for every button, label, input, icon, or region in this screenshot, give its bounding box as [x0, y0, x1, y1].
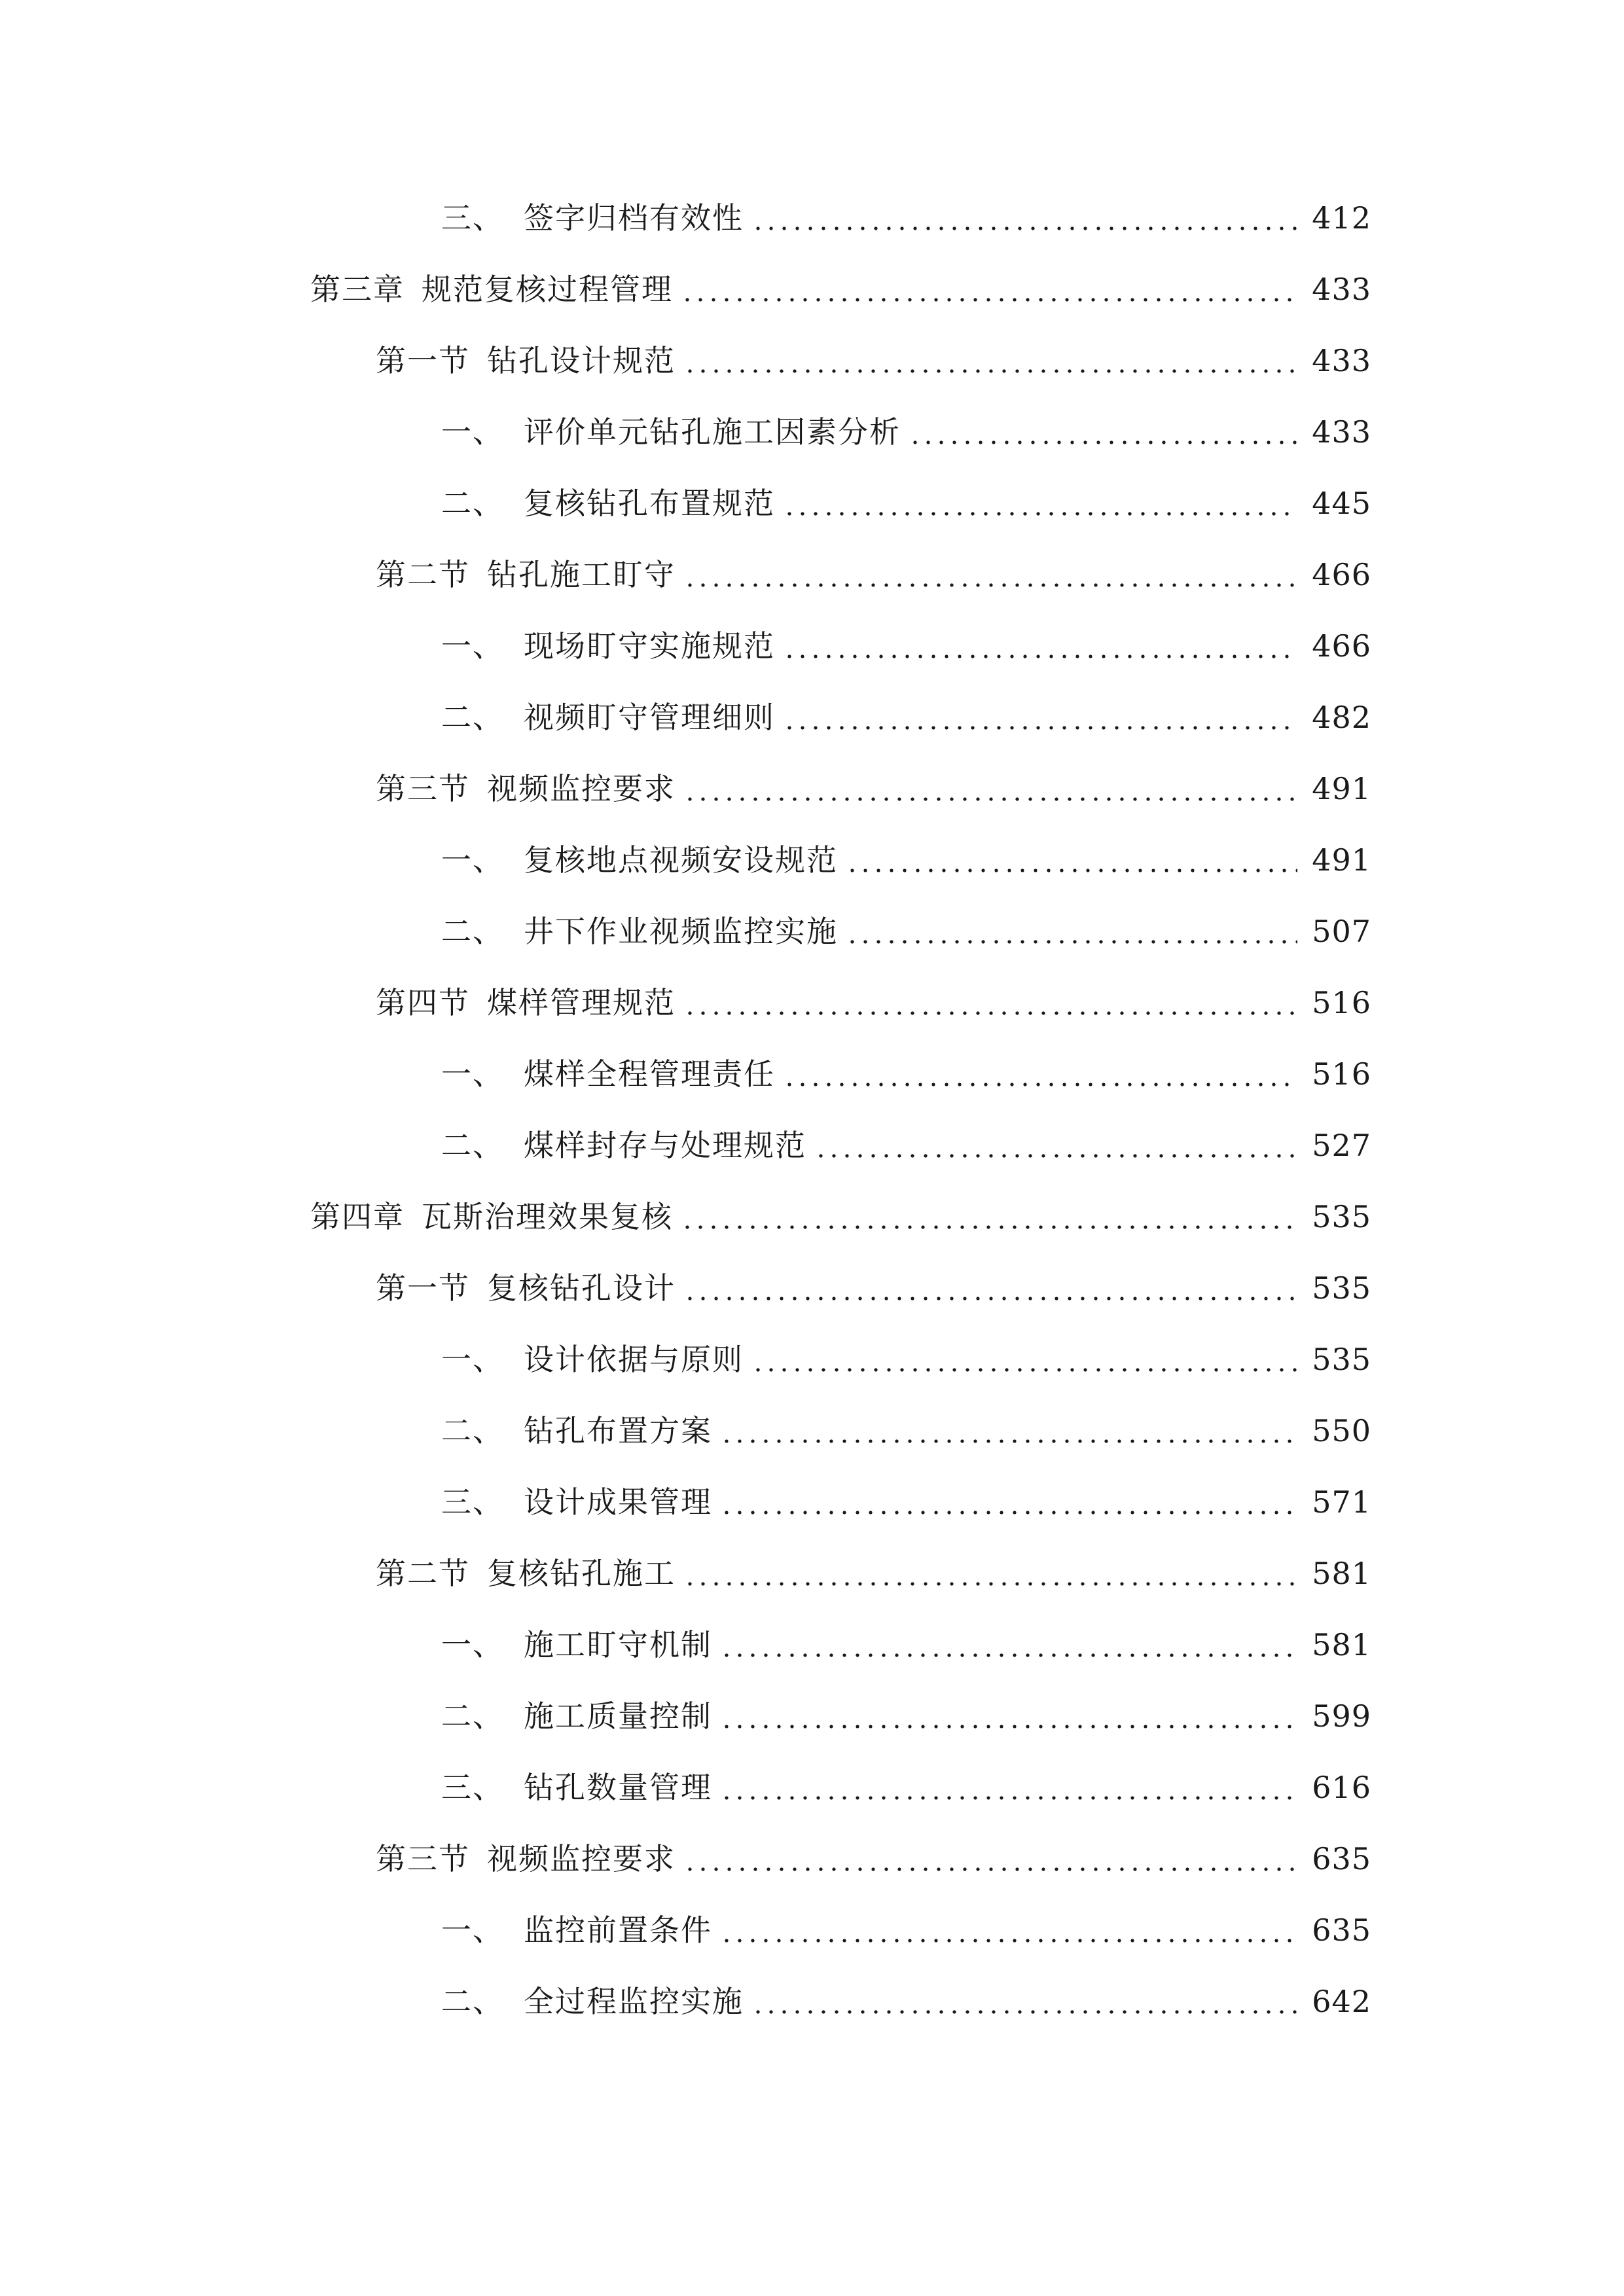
toc-entry-title: 复核钻孔布置规范 — [524, 486, 775, 521]
toc-section[interactable] — [376, 1262, 1371, 1314]
dot-leader — [783, 477, 1297, 529]
toc-entry-number: 二、 — [441, 1128, 504, 1163]
toc-entry-number: 一、 — [441, 1912, 504, 1948]
toc-entry-number: 第四章 — [310, 1199, 405, 1234]
toc-chapter[interactable] — [310, 1191, 1371, 1243]
dot-leader — [720, 1690, 1297, 1742]
toc-entry-number: 一、 — [441, 628, 504, 664]
toc-entry-title: 签字归档有效性 — [524, 200, 744, 236]
toc-entry[interactable] — [441, 1619, 1371, 1671]
dot-leader — [683, 1262, 1297, 1314]
dot-leader — [720, 1405, 1297, 1457]
toc-entry-title: 视频监控要求 — [487, 1841, 676, 1876]
toc-entry-title: 复核地点视频安设规范 — [524, 842, 838, 878]
dot-leader — [783, 691, 1297, 744]
toc-entry-number: 第三章 — [310, 272, 405, 307]
toc-entry-page: 516 — [1312, 985, 1371, 1020]
dot-leader — [846, 834, 1297, 886]
toc-entry-number: 三、 — [441, 1484, 504, 1520]
toc-section[interactable] — [376, 1547, 1371, 1600]
toc-entry[interactable] — [441, 1975, 1371, 2028]
toc-entry-title: 煤样封存与处理规范 — [524, 1128, 806, 1163]
toc-entry-page: 535 — [1312, 1199, 1371, 1234]
toc-entry-number: 第四节 — [376, 985, 470, 1020]
toc-entry-page: 642 — [1312, 1984, 1371, 2019]
toc-entry-number: 第三节 — [376, 1841, 470, 1876]
toc-entry-number: 第一节 — [376, 1270, 470, 1306]
toc-entry-number: 一、 — [441, 1342, 504, 1377]
dot-leader — [681, 1191, 1297, 1243]
toc-entry-title: 煤样管理规范 — [487, 985, 676, 1020]
toc-entry-number: 二、 — [441, 1413, 504, 1448]
dot-leader — [909, 406, 1297, 458]
toc-entry-title: 钻孔布置方案 — [524, 1413, 712, 1448]
toc-entry-title: 设计依据与原则 — [524, 1342, 744, 1377]
toc-entry[interactable] — [441, 1690, 1371, 1742]
toc-entry-number: 一、 — [441, 414, 504, 450]
toc-entry-page: 616 — [1312, 1770, 1371, 1805]
dot-leader — [783, 1048, 1297, 1100]
dot-leader — [683, 1547, 1297, 1600]
toc-entry-title: 施工质量控制 — [524, 1698, 712, 1734]
toc-entry[interactable] — [441, 477, 1371, 529]
dot-leader — [720, 1476, 1297, 1528]
dot-leader — [783, 620, 1297, 672]
toc-entry-page: 433 — [1312, 343, 1371, 378]
toc-section[interactable] — [376, 334, 1371, 387]
dot-leader — [683, 334, 1297, 387]
toc-entry-number: 二、 — [441, 1698, 504, 1734]
dot-leader — [683, 977, 1297, 1029]
toc-entry-page: 527 — [1312, 1128, 1371, 1163]
toc-section[interactable] — [376, 977, 1371, 1029]
toc-entry-title: 钻孔施工盯守 — [487, 557, 676, 592]
toc-entry-title: 设计成果管理 — [524, 1484, 712, 1520]
toc-entry[interactable] — [441, 1048, 1371, 1100]
dot-leader — [751, 1975, 1297, 2028]
toc-entry-number: 三、 — [441, 200, 504, 236]
dot-leader — [814, 1119, 1297, 1172]
toc-entry-page: 599 — [1312, 1698, 1371, 1734]
toc-entry[interactable] — [441, 620, 1371, 672]
dot-leader — [751, 1333, 1297, 1386]
toc-entry[interactable] — [441, 834, 1371, 886]
toc-entry-page: 635 — [1312, 1912, 1371, 1948]
toc-entry-title: 视频监控要求 — [487, 771, 676, 806]
toc-entry-title: 全过程监控实施 — [524, 1984, 744, 2019]
dot-leader — [683, 762, 1297, 815]
dot-leader — [846, 905, 1297, 958]
toc-entry-title: 监控前置条件 — [524, 1912, 712, 1948]
toc-entry-page: 445 — [1312, 486, 1371, 521]
toc-entry-page: 507 — [1312, 914, 1371, 949]
dot-leader — [720, 1619, 1297, 1671]
toc-entry-number: 二、 — [441, 1984, 504, 2019]
toc-entry-number: 二、 — [441, 486, 504, 521]
toc-entry-number: 三、 — [441, 1770, 504, 1805]
toc-entry-number: 第一节 — [376, 343, 470, 378]
toc-entry-number: 一、 — [441, 842, 504, 878]
toc-entry-title: 视频盯守管理细则 — [524, 700, 775, 735]
toc-entry-page: 571 — [1312, 1484, 1371, 1520]
toc-entry[interactable] — [441, 1119, 1371, 1172]
toc-entry-title: 现场盯守实施规范 — [524, 628, 775, 664]
toc-entry-title: 井下作业视频监控实施 — [524, 914, 838, 949]
toc-entry-page: 466 — [1312, 557, 1371, 592]
toc-entry-page: 433 — [1312, 414, 1371, 450]
toc-entry-title: 钻孔数量管理 — [524, 1770, 712, 1805]
toc-entry-title: 复核钻孔施工 — [487, 1556, 676, 1591]
toc-entry-page: 466 — [1312, 628, 1371, 664]
toc-entry-number: 第三节 — [376, 771, 470, 806]
dot-leader — [681, 263, 1297, 315]
toc-entry-number: 一、 — [441, 1056, 504, 1092]
toc-entry-page: 412 — [1312, 200, 1371, 236]
toc-entry-title: 煤样全程管理责任 — [524, 1056, 775, 1092]
toc-entry-number: 第二节 — [376, 1556, 470, 1591]
toc-entry-page: 581 — [1312, 1627, 1371, 1662]
toc-entry-page: 635 — [1312, 1841, 1371, 1876]
dot-leader — [751, 192, 1297, 244]
toc-entry[interactable] — [441, 1333, 1371, 1386]
toc-entry-number: 一、 — [441, 1627, 504, 1662]
toc-section[interactable] — [376, 1833, 1371, 1885]
toc-entry-title: 复核钻孔设计 — [487, 1270, 676, 1306]
toc-entry-page: 550 — [1312, 1413, 1371, 1448]
toc-entry-page: 482 — [1312, 700, 1371, 735]
dot-leader — [683, 548, 1297, 601]
toc-entry-title: 钻孔设计规范 — [487, 343, 676, 378]
toc-section[interactable] — [376, 548, 1371, 601]
toc-entry[interactable] — [441, 905, 1371, 958]
dot-leader — [720, 1904, 1297, 1956]
toc-entry-page: 491 — [1312, 842, 1371, 878]
toc-entry[interactable] — [441, 691, 1371, 744]
toc-entry[interactable] — [441, 1761, 1371, 1814]
toc-entry-title: 瓦斯治理效果复核 — [422, 1199, 673, 1234]
toc-entry-page: 581 — [1312, 1556, 1371, 1591]
toc-entry-page: 535 — [1312, 1270, 1371, 1306]
dot-leader — [683, 1833, 1297, 1885]
toc-entry[interactable] — [441, 406, 1371, 458]
toc-entry-page: 433 — [1312, 272, 1371, 307]
toc-entry-number: 第二节 — [376, 557, 470, 592]
toc-entry[interactable] — [441, 1476, 1371, 1528]
toc-entry[interactable] — [441, 192, 1371, 244]
toc-section[interactable] — [376, 762, 1371, 815]
dot-leader — [720, 1761, 1297, 1814]
toc-entry[interactable] — [441, 1904, 1371, 1956]
toc-entry-number: 二、 — [441, 700, 504, 735]
toc-entry-page: 491 — [1312, 771, 1371, 806]
toc-entry-title: 评价单元钻孔施工因素分析 — [524, 414, 901, 450]
toc-entry-page: 516 — [1312, 1056, 1371, 1092]
toc-entry[interactable] — [441, 1405, 1371, 1457]
toc-chapter[interactable] — [310, 263, 1371, 315]
toc-entry-number: 二、 — [441, 914, 504, 949]
toc-entry-title: 规范复核过程管理 — [422, 272, 673, 307]
toc-entry-page: 535 — [1312, 1342, 1371, 1377]
toc-entry-title: 施工盯守机制 — [524, 1627, 712, 1662]
